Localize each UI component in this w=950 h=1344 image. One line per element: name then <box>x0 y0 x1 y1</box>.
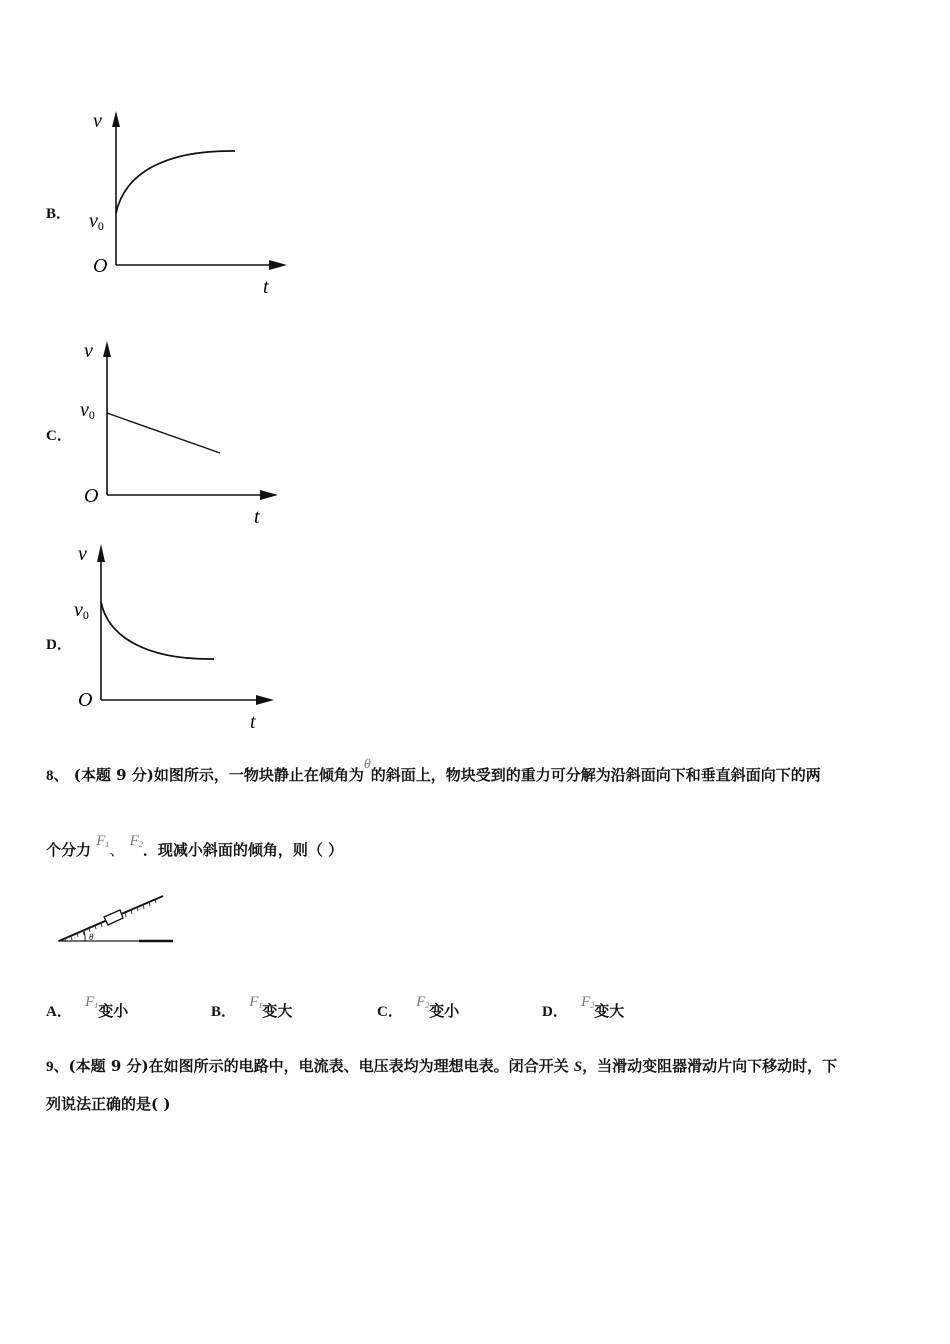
separator: 、 <box>109 841 125 859</box>
y-axis-arrow <box>112 111 120 127</box>
incline-figure <box>55 890 180 948</box>
velocity-curve <box>101 602 214 659</box>
y-axis-arrow <box>97 544 105 562</box>
q9-line1-a: (本题 9 分)在如图所示的电路中，电流表、电压表均为理想电表。闭合开关 <box>68 1057 574 1075</box>
q8-prefix: (本题 9 分)如图所示，一物块静止在倾角为 <box>73 766 364 784</box>
q8-option-a[interactable]: A． $F_1$变小 <box>46 994 129 1020</box>
option-a-symbol: $F_1$ <box>85 994 99 1010</box>
option-c-text: 变小 <box>429 1002 460 1020</box>
v0-subscript: 0 <box>82 608 89 622</box>
option-b-symbol: $F_1$ <box>249 994 263 1010</box>
origin-label: O <box>93 255 108 277</box>
v0-label: v0 <box>74 599 89 622</box>
angle-arc <box>84 931 85 941</box>
option-d-text: 变大 <box>594 1002 625 1020</box>
q9-line2 <box>46 1093 170 1114</box>
option-b-label: B． <box>46 206 72 222</box>
origin-label: O <box>78 689 93 711</box>
q8-line1 <box>46 757 821 785</box>
f1-symbol: $F_1$ <box>96 833 110 849</box>
q9-line2-text: 列说法正确的是( ) <box>46 1095 171 1113</box>
x-axis-arrow <box>256 695 274 705</box>
x-axis-arrow <box>260 490 278 500</box>
option-b-text: 变大 <box>262 1002 293 1020</box>
velocity-curve <box>116 151 235 213</box>
q8-line2 <box>46 833 344 860</box>
q8-number: 8、 <box>46 768 69 784</box>
option-d-symbol: $F_2$ <box>581 994 595 1010</box>
q8-line1-rest: 的斜面上，物块受到的重力可分解为沿斜面向下和垂直斜面向下的两 <box>370 766 821 784</box>
switch-symbol: S <box>573 1059 583 1075</box>
theta-symbol: θ <box>363 757 371 772</box>
x-axis-arrow <box>269 260 287 270</box>
q8-line2-start: 个分力 <box>46 841 92 859</box>
origin-label: O <box>84 485 99 507</box>
t-axis-label: t <box>254 506 260 528</box>
option-c-symbol: $F_2$ <box>416 994 430 1010</box>
v-axis-label: v <box>84 340 93 362</box>
q8-option-b[interactable]: B． $F_1$变大 <box>211 994 293 1020</box>
velocity-time-graph-d <box>70 538 285 738</box>
v0-label: v0 <box>80 399 95 422</box>
q9-line1-b: ，当滑动变阻器滑动片向下移动时，下 <box>582 1057 838 1075</box>
v-axis-label: v <box>93 110 102 132</box>
velocity-time-graph-c <box>76 335 286 530</box>
q8-option-c[interactable]: C． $F_2$变小 <box>377 994 460 1020</box>
option-c-label: C． <box>46 428 72 444</box>
q8-option-d[interactable]: D． $F_2$变大 <box>542 994 625 1020</box>
incline-theta: θ <box>89 932 94 942</box>
v0-subscript: 0 <box>88 408 95 422</box>
q8-line2-rest: ．现减小斜面的倾角，则（ ） <box>142 841 344 859</box>
f2-symbol: $F_2$ <box>129 833 143 849</box>
block <box>104 910 123 925</box>
v0-subscript: 0 <box>97 219 104 233</box>
q9-line1 <box>46 1055 837 1076</box>
q9-number: 9、 <box>46 1059 69 1075</box>
y-axis-arrow <box>103 341 111 357</box>
t-axis-label: t <box>250 711 256 733</box>
t-axis-label: t <box>263 276 269 298</box>
velocity-time-graph-b <box>85 105 295 300</box>
velocity-line <box>107 413 220 453</box>
v0-label: v0 <box>89 210 104 233</box>
option-a-text: 变小 <box>98 1002 129 1020</box>
v-axis-label: v <box>78 543 87 565</box>
option-d-label: D． <box>46 637 72 653</box>
